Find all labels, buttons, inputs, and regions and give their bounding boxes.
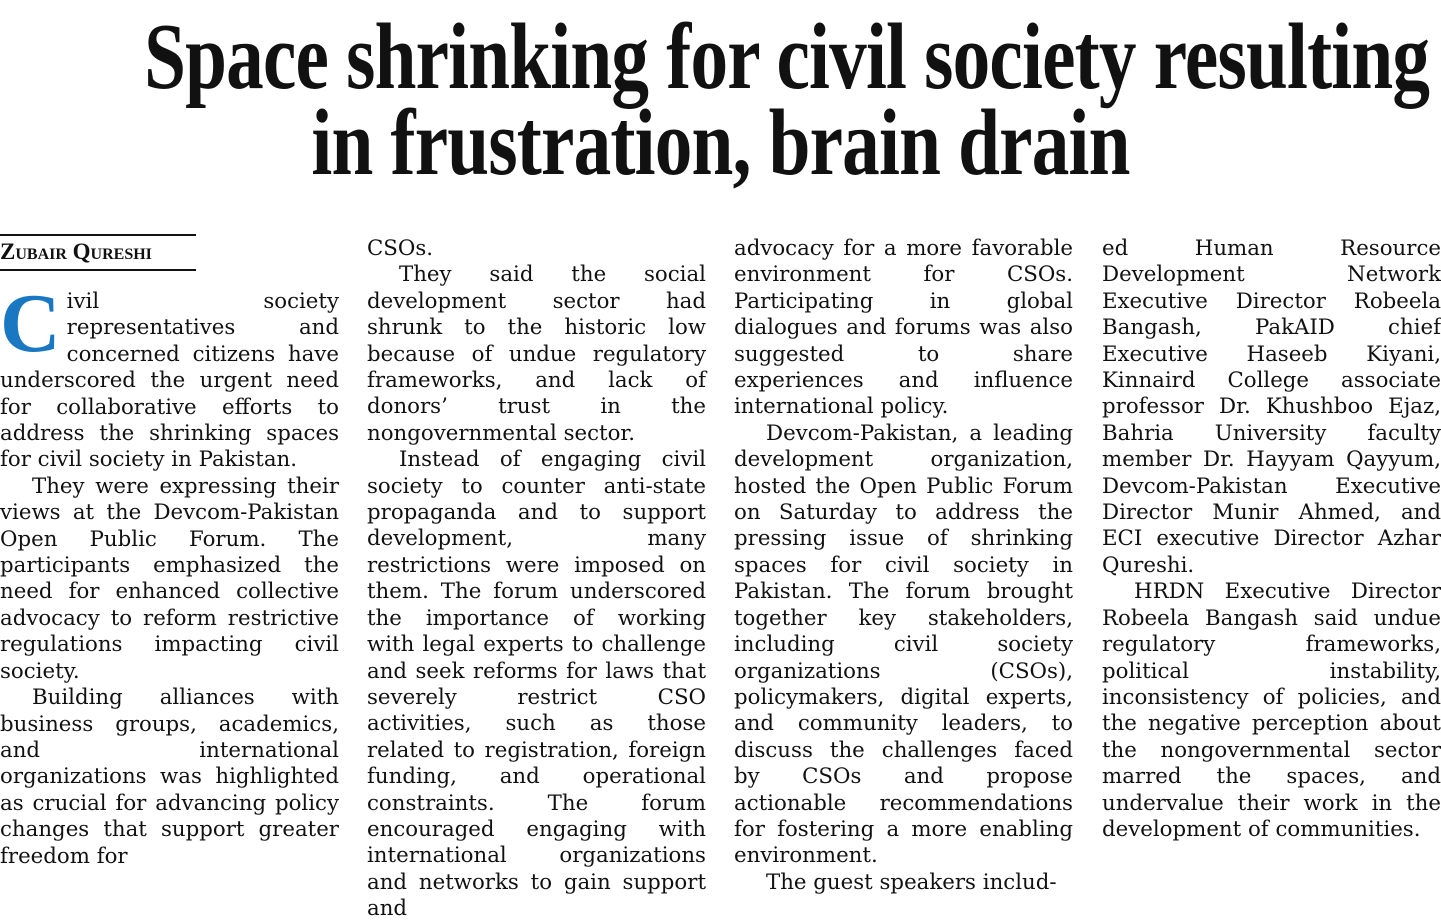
paragraph-text: ivil society representatives and concerned citizens have underscored the urgent need for collaborative efforts to address the shrinking spaces for civil society in Pakistan. [0, 289, 339, 473]
column-1 [0, 277, 339, 870]
paragraph: advocacy for a more favorable environment for CSOs. Participating in global dialogues and forums was also suggested to share experiences and influence international policy. [734, 236, 1073, 420]
paragraph: ed Human Resource Development Network Executive Director Robeela Bangash, PakAID chief Executive Haseeb Kiyani, Kinnaird College associate professor Dr. Khushboo Ejaz, Bahria University faculty member Dr. Hayyam Qayyum, Devcom-Pakistan Executive Director Munir Ahmed, and ECI executive Director Azhar Qureshi. [1102, 236, 1441, 578]
headline-line-2: in frustration, brain drain [311, 91, 1130, 195]
byline: Zubair Qureshi [0, 234, 196, 271]
drop-cap: C [0, 277, 61, 370]
headline [144, 5, 1430, 195]
headline-line-1: Space shrinking for civil society resulting [144, 5, 1430, 109]
paragraph: They were expressing their views at the Devcom-Pakistan Open Public Forum. The participants emphasized the need for enhanced collective advocacy to reform restrictive regulations impacting civil society. [0, 473, 339, 684]
paragraph: They said the social development sector had shrunk to the historic low because of undue regulatory frameworks, and lack of donors’ trust in the nongovernmental sector. [367, 262, 706, 446]
paragraph: CSOs. [367, 236, 434, 261]
paragraph: Instead of engaging civil society to counter anti-state propaganda and to support development, many restrictions were imposed on them. The forum underscored the importance of working with legal experts to challenge and seek reforms for laws that severely restrict CSO activities, such as those related to registration, foreign funding, and operational constraints. The forum encouraged engaging with international organizations and networks to gain support and [367, 447, 706, 922]
paragraph: HRDN Executive Director Robeela Bangash said undue regulatory frameworks, political instability, inconsistency of policies, and the negative perception about the nongovernmental sector marred the spaces, and undervalue their work in the development of communities. [1102, 579, 1441, 842]
paragraph: The guest speakers includ- [766, 869, 1057, 895]
paragraph: Building alliances with business groups, academics, and international organizations was highlighted as crucial for advancing policy changes that support greater freedom for [0, 685, 339, 869]
column-2 [367, 236, 706, 923]
paragraph: Devcom-Pakistan, a leading development organization, hosted the Open Public Forum on Saturday to address the pressing issue of shrinking spaces for civil society in Pakistan. The forum brought together key stakeholders, including civil society organizations (CSOs), policymakers, digital experts, and community leaders, to discuss the challenges faced by CSOs and propose actionable recommendations for fostering a more enabling environment. [734, 420, 1073, 869]
column-4 [1102, 236, 1441, 843]
paragraph [0, 277, 339, 474]
column-3 [734, 236, 1073, 896]
